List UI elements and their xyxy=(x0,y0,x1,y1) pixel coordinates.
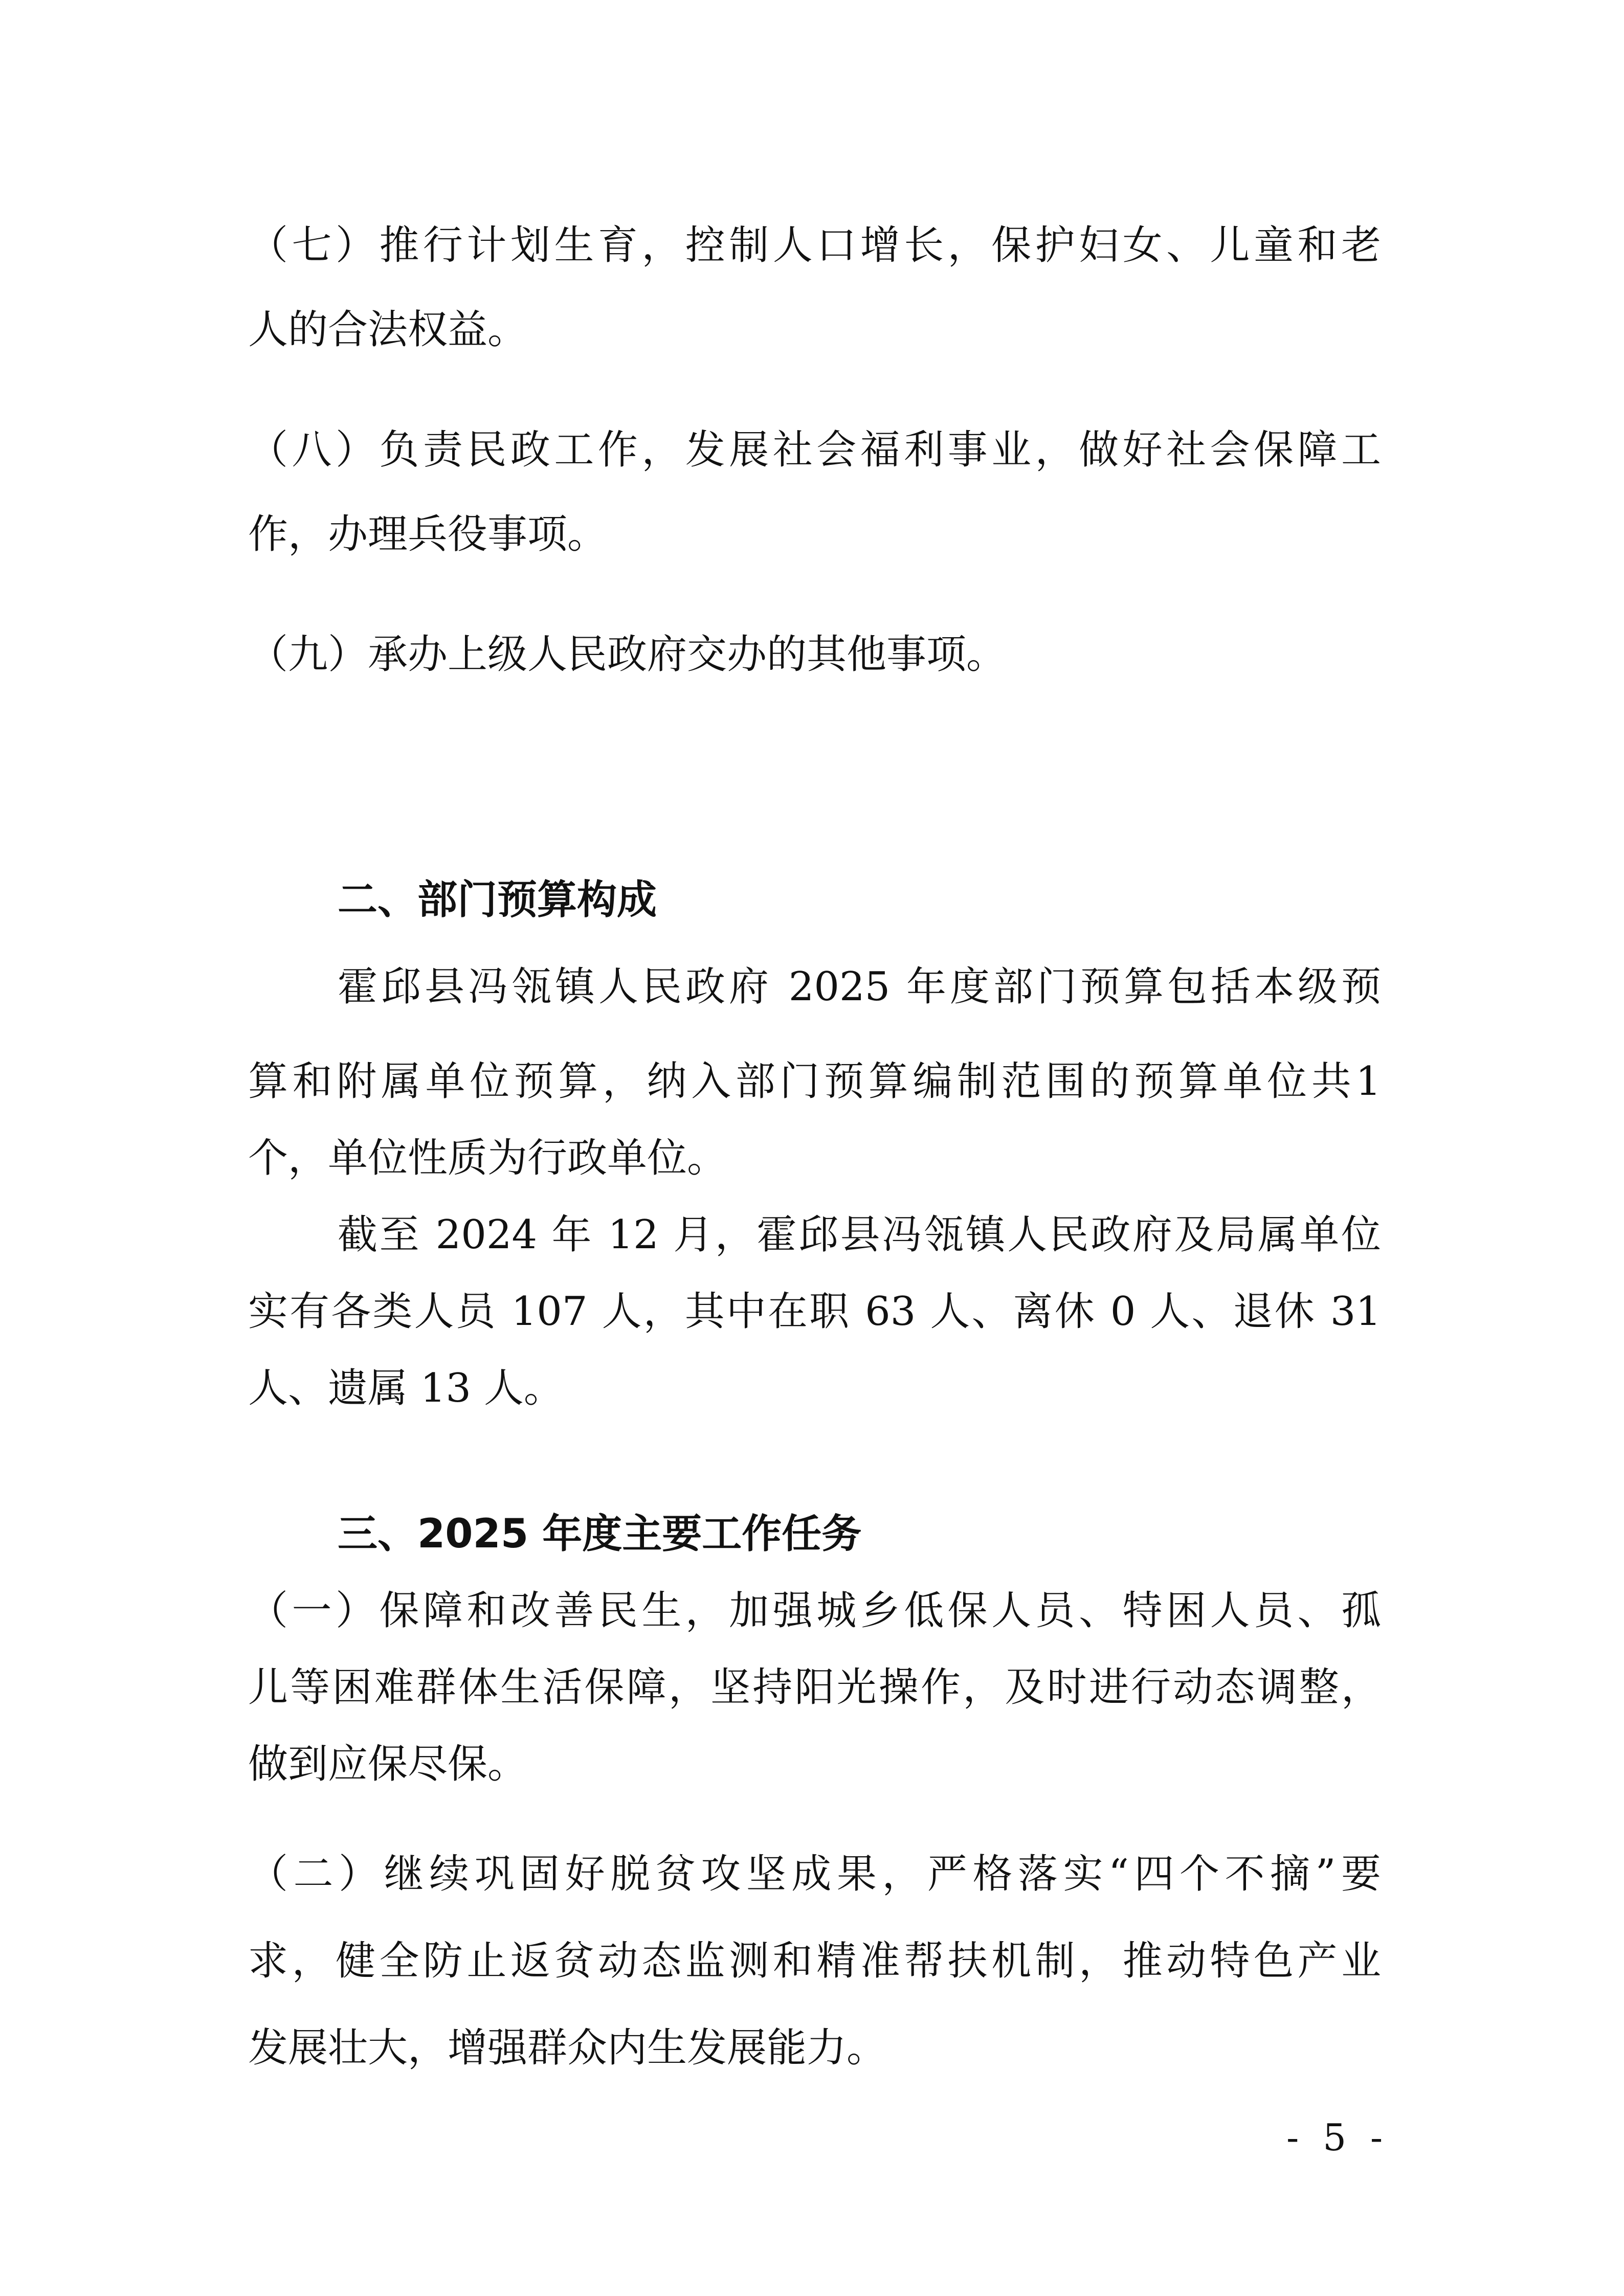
section2-para2-line2: 实有各类人员 107 人，其中在职 63 人、离休 0 人、退休 31 xyxy=(248,1289,1381,1335)
section3-item1-line1: （一）保障和改善民生，加强城乡低保人员、特困人员、孤 xyxy=(248,1588,1381,1634)
section3-item1-line3: 做到应保尽保。 xyxy=(248,1741,528,1787)
section2-para2-line1: 截至 2024 年 12 月，霍邱县冯瓴镇人民政府及局属单位 xyxy=(338,1212,1381,1258)
item8-line1: （八）负责民政工作，发展社会福利事业，做好社会保障工 xyxy=(248,427,1381,473)
section3-item1-line2: 儿等困难群体生活保障，坚持阳光操作，及时进行动态调整， xyxy=(248,1664,1381,1710)
section3-item2-line1: （二）继续巩固好脱贫攻坚成果，严格落实“四个不摘”要 xyxy=(248,1851,1381,1897)
section3-item2-line3: 发展壮大，增强群众内生发展能力。 xyxy=(248,2025,887,2071)
section2-para1-line1: 霍邱县冯瓴镇人民政府 2025 年度部门预算包括本级预 xyxy=(338,964,1381,1010)
section2-para1-line2: 算和附属单位预算，纳入部门预算编制范围的预算单位共1 xyxy=(248,1059,1381,1105)
item7-line1: （七）推行计划生育，控制人口增长，保护妇女、儿童和老 xyxy=(248,222,1381,268)
section2-para1-line3: 个，单位性质为行政单位。 xyxy=(248,1135,727,1181)
section3-heading: 三、2025 年度主要工作任务 xyxy=(338,1511,862,1557)
section2-para2-line3: 人、遗属 13 人。 xyxy=(248,1365,564,1411)
section3-item2-line2: 求，健全防止返贫动态监测和精准帮扶机制，推动特色产业 xyxy=(248,1938,1381,1984)
item8-line2: 作，办理兵役事项。 xyxy=(248,511,608,557)
page-number: - 5 - xyxy=(1286,2116,1389,2159)
item9-line1: （九）承办上级人民政府交办的其他事项。 xyxy=(248,632,1007,678)
item7-line2: 人的合法权益。 xyxy=(248,307,528,353)
section2-heading: 二、部门预算构成 xyxy=(338,877,657,923)
